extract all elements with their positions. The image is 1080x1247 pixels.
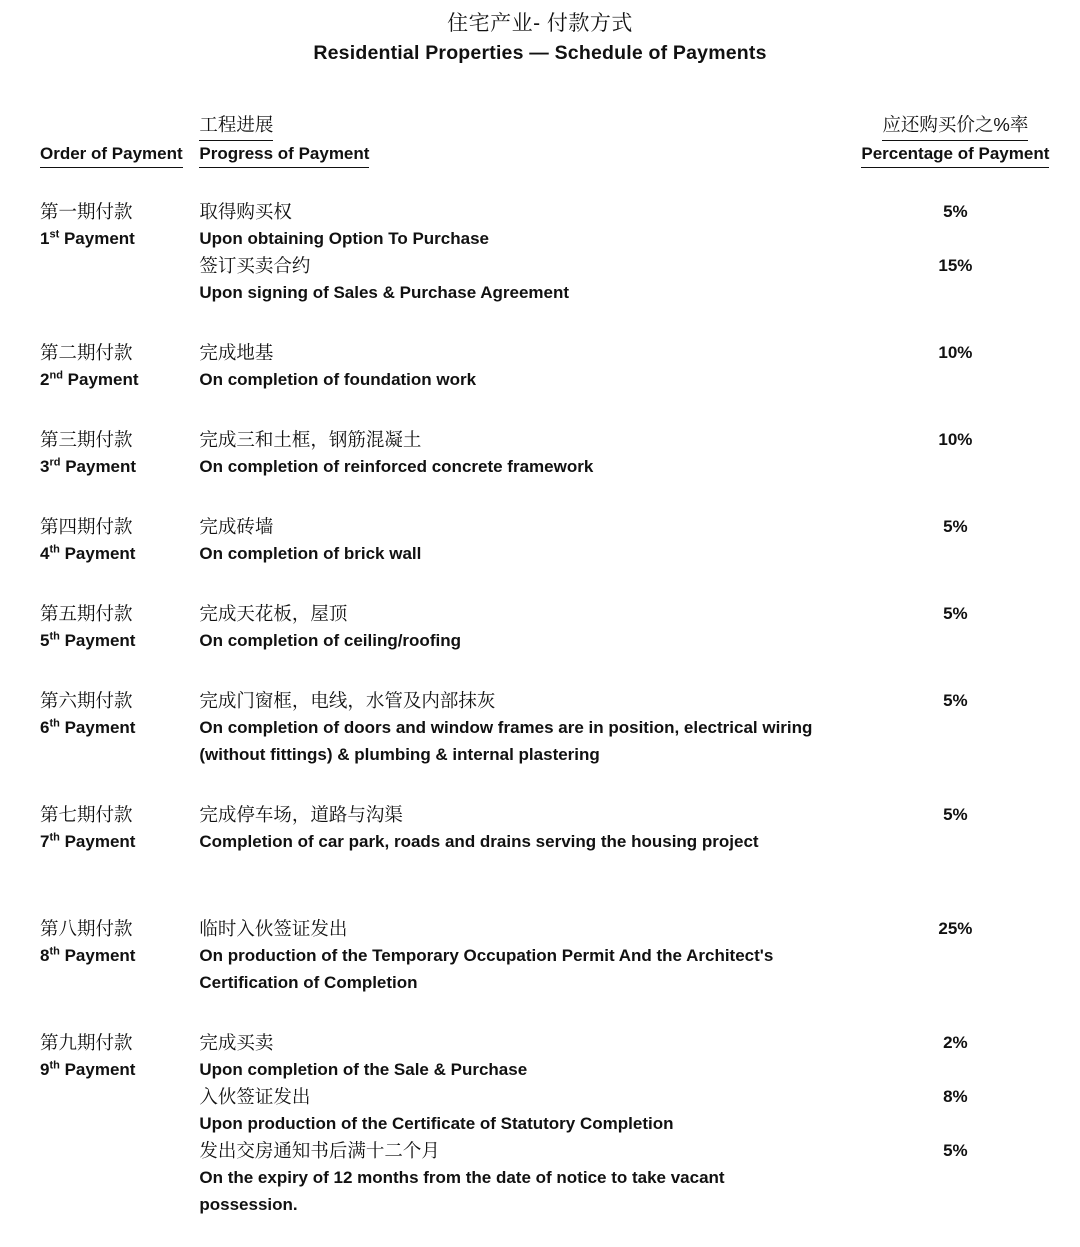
progress-item-chinese: 完成三和土框，钢筋混凝土 (199, 429, 422, 450)
payment-order-suffix: rd (49, 456, 61, 469)
progress-item (199, 1029, 824, 1083)
row-spacer (0, 393, 1080, 426)
row-spacer (0, 306, 1080, 339)
document-title-english: Residential Properties — Schedule of Payments (313, 42, 767, 64)
payment-order-number: 6 (40, 718, 50, 737)
progress-item-english: Upon completion of the Sale & Purchase (199, 1060, 528, 1079)
progress-item (199, 252, 824, 306)
payment-order-english (40, 225, 199, 252)
payment-progress-cell (199, 1029, 830, 1218)
progress-item (199, 1137, 824, 1218)
payment-percentage-cell (831, 1029, 1080, 1218)
payment-order-number: 2 (40, 370, 50, 389)
payment-order-word: Payment (59, 718, 136, 737)
payment-percentage-value: 10% (938, 343, 973, 362)
progress-item (199, 915, 824, 996)
row-spacer (0, 654, 1080, 687)
payment-percentage-value: 5% (943, 691, 968, 710)
column-header-order-english: Order of Payment (40, 141, 199, 168)
payment-order-number: 8 (40, 946, 50, 965)
payment-order-chinese: 第一期付款 (40, 201, 133, 222)
payment-order-number: 9 (40, 1060, 50, 1079)
payment-order-chinese: 第五期付款 (40, 603, 133, 624)
payment-order-english (40, 540, 199, 567)
payment-percentage-value: 25% (938, 919, 973, 938)
progress-item (199, 426, 824, 480)
table-row (0, 513, 1080, 567)
payment-percentage-cell (831, 198, 1080, 306)
row-spacer-cell (0, 393, 1080, 426)
payment-order-cell (0, 339, 199, 393)
payment-order-number: 4 (40, 544, 50, 563)
progress-item-english: On the expiry of 12 months from the date of notice to take vacant possession. (199, 1168, 725, 1214)
column-header-percentage (831, 111, 1080, 168)
payment-order-chinese: 第三期付款 (40, 429, 133, 450)
progress-item-english: On completion of foundation work (199, 370, 477, 389)
payment-progress-cell (199, 687, 830, 768)
payment-percentage-cell (831, 339, 1080, 393)
payment-percentage-cell (831, 426, 1080, 480)
column-header-progress-chinese: 工程进展 (199, 111, 830, 141)
row-spacer (0, 567, 1080, 600)
payment-order-cell (0, 687, 199, 768)
payment-order-suffix: th (49, 543, 60, 556)
progress-item (199, 687, 824, 768)
payment-percentage-cell (831, 600, 1080, 654)
payment-order-cell (0, 513, 199, 567)
payment-progress-cell (199, 339, 830, 393)
payment-order-number: 7 (40, 832, 50, 851)
payment-order-cell (0, 1029, 199, 1218)
payment-progress-cell (199, 198, 830, 306)
row-spacer (0, 480, 1080, 513)
payment-order-word: Payment (60, 457, 137, 476)
payment-progress-cell (199, 915, 830, 996)
payment-order-english (40, 366, 199, 393)
progress-item (199, 339, 824, 393)
row-spacer (0, 768, 1080, 801)
payment-percentage-cell (831, 513, 1080, 567)
row-spacer (0, 882, 1080, 915)
payment-progress-cell (199, 513, 830, 567)
progress-item-english: Upon obtaining Option To Purchase (199, 229, 489, 248)
payment-order-english (40, 714, 199, 741)
payment-percentage-value: 5% (943, 202, 968, 221)
progress-item-chinese: 完成砖墙 (199, 516, 274, 537)
document-title-chinese: 住宅产业- 付款方式 (447, 12, 633, 35)
progress-item-chinese: 完成买卖 (199, 1032, 274, 1053)
payment-order-cell (0, 600, 199, 654)
payment-order-chinese: 第六期付款 (40, 690, 133, 711)
payment-order-word: Payment (59, 229, 135, 248)
progress-item-chinese: 取得购买权 (199, 201, 292, 222)
payment-order-chinese: 第九期付款 (40, 1032, 133, 1053)
progress-item-chinese: 完成天花板，屋顶 (199, 603, 348, 624)
row-spacer (0, 996, 1080, 1029)
payment-order-suffix: th (49, 630, 60, 643)
progress-item-chinese: 完成停车场，道路与沟渠 (199, 804, 403, 825)
row-spacer-cell (0, 996, 1080, 1029)
payment-order-cell (0, 915, 199, 996)
payment-order-english (40, 828, 199, 855)
payment-order-number: 3 (40, 457, 50, 476)
document-title-block (0, 0, 1080, 67)
table-row (0, 339, 1080, 393)
payment-order-word: Payment (59, 544, 136, 563)
progress-item-english: Upon production of the Certificate of Statutory Completion (199, 1114, 674, 1133)
column-header-progress (199, 111, 830, 168)
payment-order-cell (0, 801, 199, 882)
table-row (0, 1029, 1080, 1218)
payment-order-word: Payment (59, 946, 136, 965)
row-spacer-cell (0, 168, 1080, 198)
progress-item-english: On completion of doors and window frames are in position, electrical wiring (without fittings) & plumbing & internal plastering (199, 718, 813, 764)
table-row (0, 426, 1080, 480)
table-header-row (0, 111, 1080, 168)
payment-order-chinese: 第七期付款 (40, 804, 133, 825)
progress-item-chinese: 入伙签证发出 (199, 1086, 311, 1107)
payment-percentage-cell (831, 801, 1080, 882)
payment-schedule-table (0, 111, 1080, 1218)
payment-order-word: Payment (59, 832, 136, 851)
column-header-order (0, 111, 199, 168)
payment-percentage-value: 5% (943, 805, 968, 824)
payment-order-number: 1 (40, 229, 50, 248)
payment-order-word: Payment (59, 631, 136, 650)
progress-item-chinese: 签订买卖合约 (199, 255, 311, 276)
table-row (0, 600, 1080, 654)
payment-percentage-value: 5% (943, 1141, 968, 1160)
payment-order-cell (0, 426, 199, 480)
payment-order-english (40, 453, 199, 480)
payment-percentage-cell (831, 915, 1080, 996)
payment-percentage-value: 5% (943, 517, 968, 536)
progress-item-english: On completion of ceiling/roofing (199, 631, 461, 650)
progress-item-chinese: 完成门窗框，电线，水管及内部抹灰 (199, 690, 496, 711)
payment-order-suffix: st (49, 228, 60, 241)
payment-order-word: Payment (62, 370, 139, 389)
row-spacer (0, 168, 1080, 198)
progress-item (199, 198, 824, 252)
payment-order-chinese: 第四期付款 (40, 516, 133, 537)
payment-order-english (40, 627, 199, 654)
progress-item-english: Completion of car park, roads and drains serving the housing project (199, 832, 759, 851)
column-header-percentage-english: Percentage of Payment (831, 141, 1080, 168)
progress-item (199, 1083, 824, 1137)
progress-item-chinese: 临时入伙签证发出 (199, 918, 348, 939)
row-spacer-cell (0, 480, 1080, 513)
table-header (0, 111, 1080, 168)
progress-item (199, 513, 824, 567)
progress-item-english: On completion of reinforced concrete framework (199, 457, 594, 476)
payment-order-suffix: nd (49, 369, 63, 382)
payment-order-chinese: 第二期付款 (40, 342, 133, 363)
column-header-progress-english: Progress of Payment (199, 141, 830, 168)
progress-item-english: On production of the Temporary Occupation Permit And the Architect's Certification of Completion (199, 946, 774, 992)
table-row (0, 915, 1080, 996)
payment-percentage-value: 8% (943, 1087, 968, 1106)
progress-item-english: Upon signing of Sales & Purchase Agreement (199, 283, 570, 302)
payment-order-suffix: th (49, 717, 60, 730)
table-body (0, 168, 1080, 1218)
payment-order-cell (0, 198, 199, 306)
row-spacer-cell (0, 567, 1080, 600)
column-header-percentage-chinese: 应还购买价之%率 (831, 111, 1080, 141)
progress-item-chinese: 发出交房通知书后满十二个月 (199, 1140, 440, 1161)
payment-order-suffix: th (49, 945, 60, 958)
payment-order-english (40, 942, 199, 969)
progress-item-chinese: 完成地基 (199, 342, 274, 363)
payment-order-chinese: 第八期付款 (40, 918, 133, 939)
row-spacer-cell (0, 768, 1080, 801)
payment-percentage-value: 10% (938, 430, 973, 449)
payment-progress-cell (199, 426, 830, 480)
payment-progress-cell (199, 600, 830, 654)
table-row (0, 801, 1080, 882)
payment-percentage-value: 5% (943, 604, 968, 623)
payment-order-number: 5 (40, 631, 50, 650)
row-spacer-cell (0, 654, 1080, 687)
payment-order-word: Payment (59, 1060, 136, 1079)
table-row (0, 198, 1080, 306)
progress-item (199, 600, 824, 654)
table-row (0, 687, 1080, 768)
row-spacer-cell (0, 306, 1080, 339)
payment-progress-cell (199, 801, 830, 882)
payment-percentage-cell (831, 687, 1080, 768)
progress-item (199, 801, 824, 855)
payment-order-suffix: th (49, 831, 60, 844)
payment-percentage-value: 15% (938, 256, 973, 275)
progress-item-english: On completion of brick wall (199, 544, 422, 563)
payment-order-english (40, 1056, 199, 1083)
row-spacer-cell (0, 882, 1080, 915)
payment-percentage-value: 2% (943, 1033, 968, 1052)
payment-order-suffix: th (49, 1059, 60, 1072)
column-header-order-chinese (40, 113, 199, 141)
